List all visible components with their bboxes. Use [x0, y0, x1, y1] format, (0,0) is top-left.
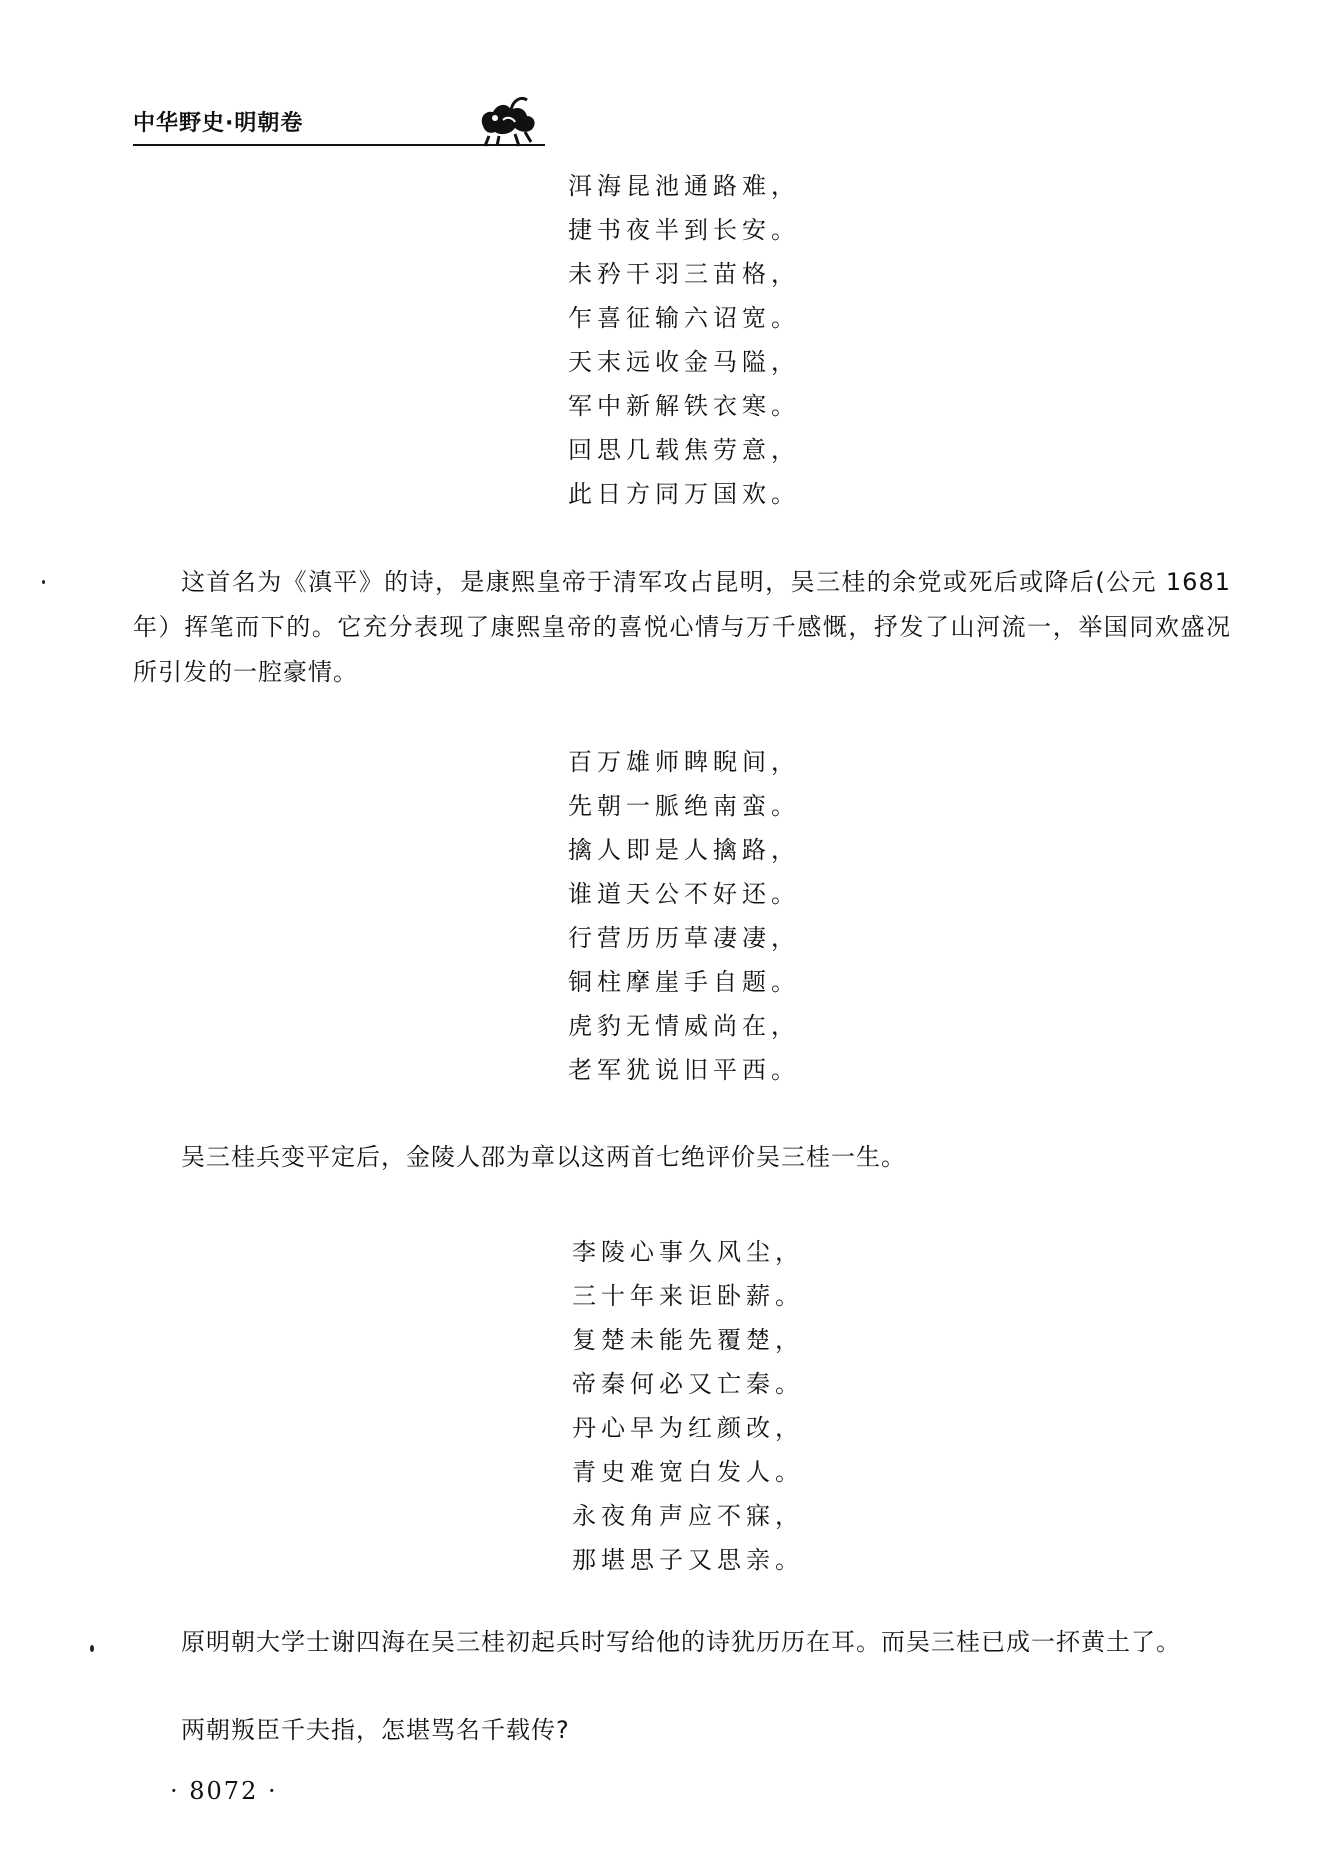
poem-line: 丹心早为红颜改，	[572, 1414, 804, 1442]
poem-line: 乍喜征输六诏宽。	[568, 304, 800, 332]
scan-speck	[42, 580, 45, 584]
dragon-emblem-icon	[475, 92, 541, 148]
poem-line: 谁道天公不好还。	[568, 880, 800, 908]
paragraph-closing: 原明朝大学士谢四海在吴三桂初起兵时写给他的诗犹历历在耳。而吴三桂已成一抔黄土了。	[181, 1628, 1181, 1656]
poem-line: 铜柱摩崖手自题。	[568, 968, 800, 996]
paragraph-introduction: 吴三桂兵变平定后，金陵人邵为章以这两首七绝评价吴三桂一生。	[181, 1143, 906, 1171]
poem-line: 青史难宽白发人。	[572, 1458, 804, 1486]
header-rule	[133, 144, 545, 146]
poem-line: 先朝一脈绝南蛮。	[568, 792, 800, 820]
poem-line: 虎豹无情威尚在，	[568, 1012, 800, 1040]
paragraph-final-line: 两朝叛臣千夫指，怎堪骂名千载传?	[181, 1716, 570, 1744]
poem-line: 捷书夜半到长安。	[568, 216, 800, 244]
paragraph-commentary: 这首名为《滇平》的诗，是康熙皇帝于清军攻占昆明，吴三桂的余党或死后或降后(公元 1681 年）挥笔而下的。它充分表现了康熙皇帝的喜悦心情与万千感慨，抒发了山河流一，举国同欢盛况所引发的一腔豪情。	[133, 568, 1231, 686]
poem-dian-ping	[568, 164, 800, 516]
poem-line: 未矜干羽三苗格，	[568, 260, 800, 288]
poem-line: 天末远收金马隘，	[568, 348, 800, 376]
poem-third	[572, 1230, 804, 1582]
poem-second	[568, 740, 800, 1092]
running-header	[133, 92, 545, 152]
poem-line: 三十年来讵卧薪。	[572, 1282, 804, 1310]
page-number: · 8072 ·	[170, 1777, 278, 1805]
poem-line: 老军犹说旧平西。	[568, 1056, 800, 1084]
poem-line: 此日方同万国欢。	[568, 480, 800, 508]
poem-line: 复楚未能先覆楚，	[572, 1326, 804, 1354]
poem-line: 那堪思子又思亲。	[572, 1546, 804, 1574]
poem-line: 永夜角声应不寐，	[572, 1502, 804, 1530]
poem-line: 行营历历草凄凄，	[568, 924, 800, 952]
poem-line: 李陵心事久风尘，	[572, 1238, 804, 1266]
poem-line: 洱海昆池通路难，	[568, 172, 800, 200]
poem-line: 百万雄师睥睨间，	[568, 748, 800, 776]
poem-line: 擒人即是人擒路，	[568, 836, 800, 864]
scan-speck	[90, 1645, 94, 1652]
book-title: 中华野史·明朝卷	[133, 111, 304, 136]
poem-line: 回思几载焦劳意，	[568, 436, 800, 464]
poem-line: 帝秦何必又亡秦。	[572, 1370, 804, 1398]
poem-line: 军中新解铁衣寒。	[568, 392, 800, 420]
